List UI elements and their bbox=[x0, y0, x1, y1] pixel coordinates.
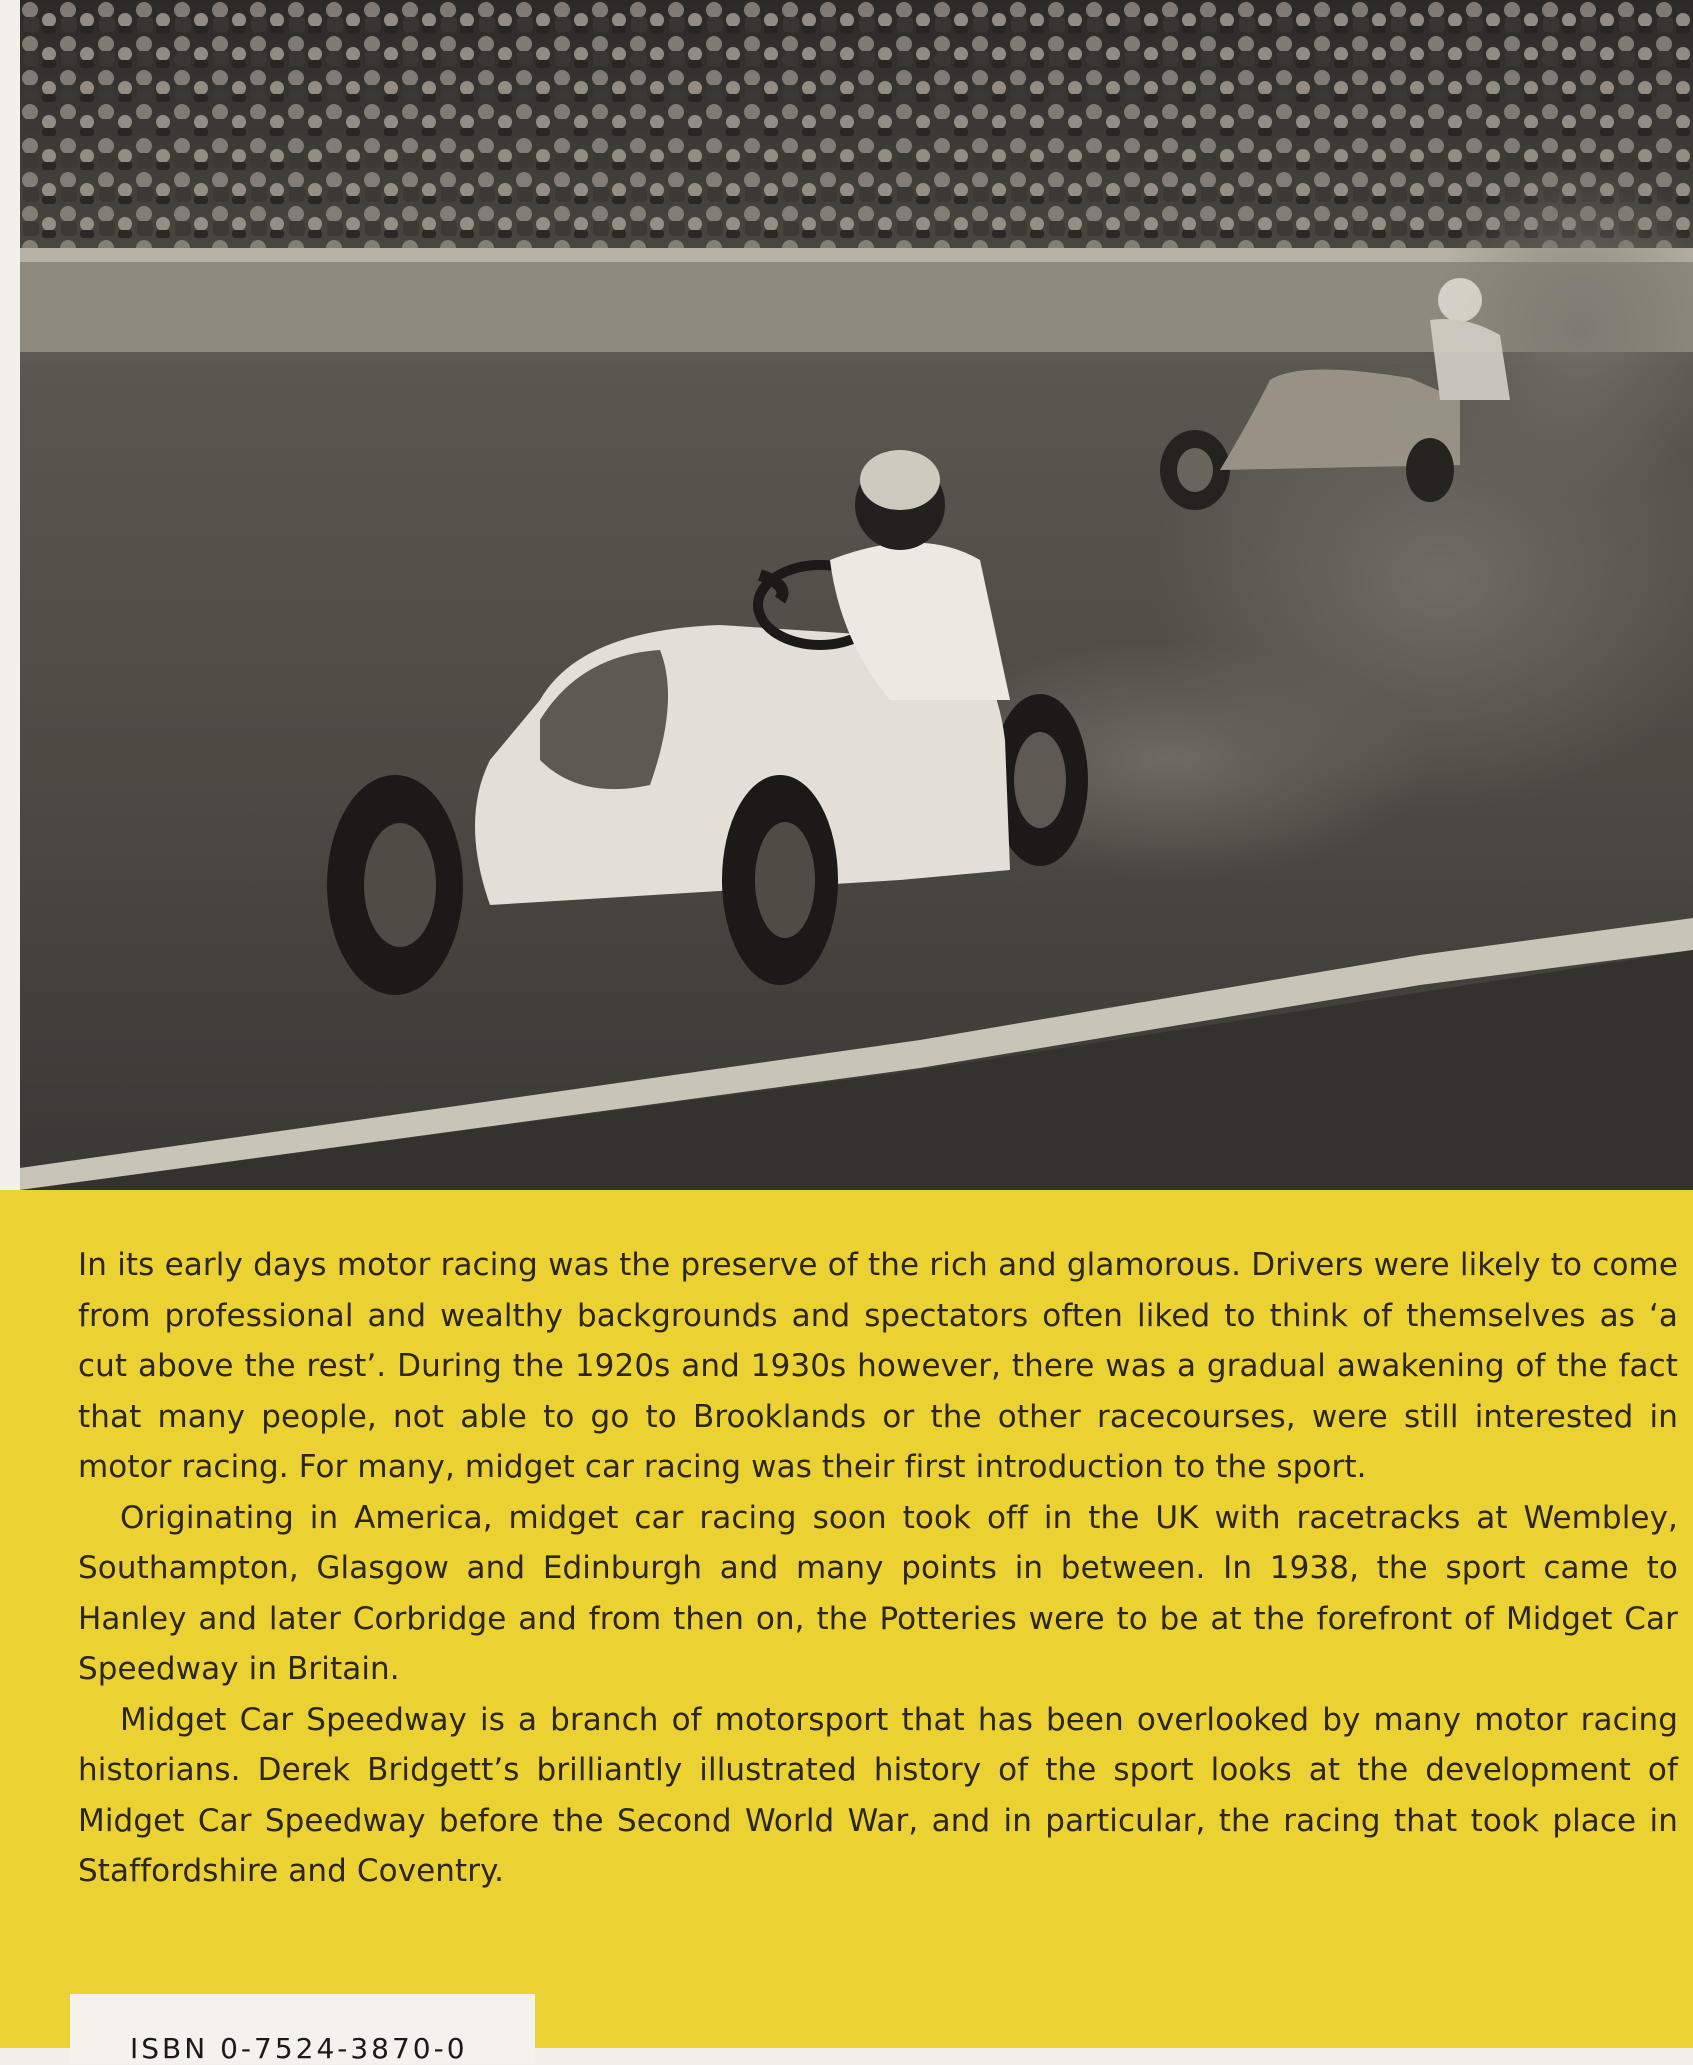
isbn-text: ISBN 0-7524-3870-0 bbox=[130, 2032, 468, 2065]
blurb-text bbox=[78, 1240, 1678, 1897]
isbn-label bbox=[70, 1994, 535, 2064]
racing-photo-illustration bbox=[20, 0, 1693, 1190]
blurb-paragraph: In its early days motor racing was the preserve of the rich and glamorous. Drivers were likely to come from professional and wealthy backgrounds and spectators often liked to think of themselves as ‘a cut above the rest’. During the 1920s and 1930s however, there was a gradual awakening of the fact that many people, not able to go to Brooklands or the other racecourses, were still interested in motor racing. For many, midget car racing was their first introduction to the sport. bbox=[78, 1247, 1678, 1485]
racing-photo bbox=[20, 0, 1693, 1190]
blurb-paragraph: Midget Car Speedway is a branch of motorsport that has been overlooked by many motor racing historians. Derek Bridgett’s brilliantly illustrated history of the sport looks at the development of Midget Car Speedway before the Second World War, and in particular, the racing that took place in Staffordshire and Coventry. bbox=[78, 1701, 1678, 1889]
blurb-paragraph: Originating in America, midget car racing soon took off in the UK with racetracks at Wembley, Southampton, Glasgow and Edinburgh and many points in between. In 1938, the sport came to Hanley and later Corbridge and from then on, the Potteries were to be at the forefront of Midget Car Speedway in Britain. bbox=[78, 1499, 1678, 1687]
